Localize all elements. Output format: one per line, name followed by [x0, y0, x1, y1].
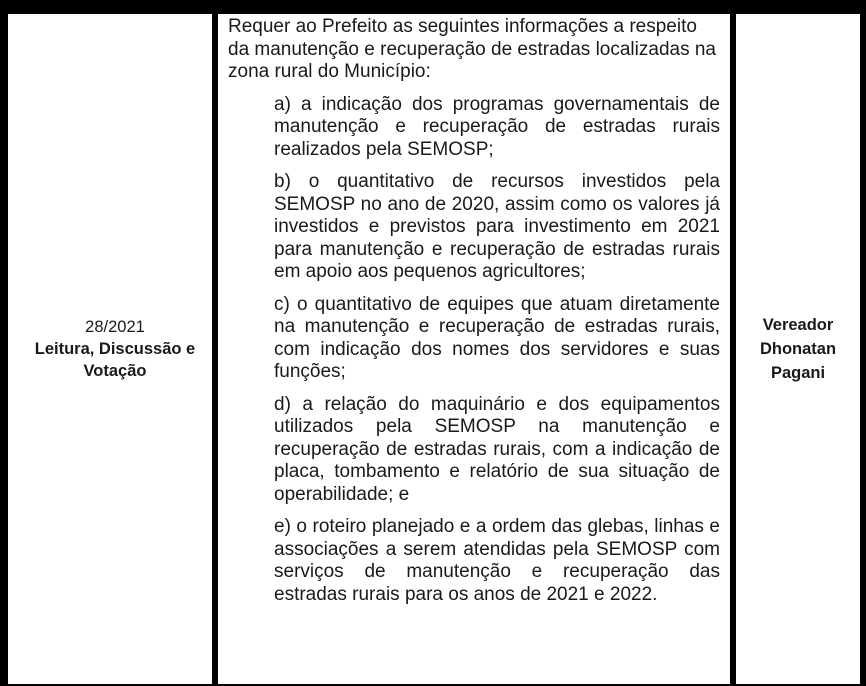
author-title: Vereador [762, 316, 834, 334]
item-description-cell [217, 13, 731, 685]
item-description-list [228, 94, 720, 607]
description-item-b: b) o quantitativo de recursos investidos pela SEMOSP no ano de 2020, assim como os valores já investidos e previstos para investimento em 2021 para manutenção e recuperação de estradas rurais em apoio aos pequenos agricultores; [274, 171, 720, 282]
item-number: 28/2021 [85, 318, 145, 336]
description-item-e: e) o roteiro planejado e a ordem das glebas, linhas e associações a serem atendidas pela SEMOSP com serviços de manutenção e recuperação das estradas rurais para os anos de 2021 e 2022. [274, 516, 720, 605]
author-last-name: Pagani [770, 364, 826, 382]
item-author [760, 313, 836, 385]
description-item-c: c) o quantitativo de equipes que atuam diretamente na manutenção e recuperação de estradas rurais, com indicação dos nomes dos servidores e suas funções; [274, 293, 720, 382]
description-item-a: a) a indicação dos programas governamentais de manutenção e recuperação de estradas rurais realizados pela SEMOSP; [274, 93, 720, 160]
item-phase: Leitura, Discussão e Votação [34, 340, 196, 380]
item-description-intro: Requer ao Prefeito as seguintes informações a respeito da manutenção e recuperação de estradas localizadas na zona rural do Município: [228, 16, 716, 82]
description-item-d: d) a relação do maquinário e dos equipamentos utilizados pela SEMOSP na manutenção e recuperação de estradas rurais, com a indicação de placa, tombamento e relatório de sua situação de operabilidade; e [274, 393, 720, 505]
item-author-cell [735, 13, 861, 685]
item-info-cell [7, 13, 213, 685]
author-first-name: Dhonatan [759, 340, 837, 358]
item-info [18, 316, 212, 382]
